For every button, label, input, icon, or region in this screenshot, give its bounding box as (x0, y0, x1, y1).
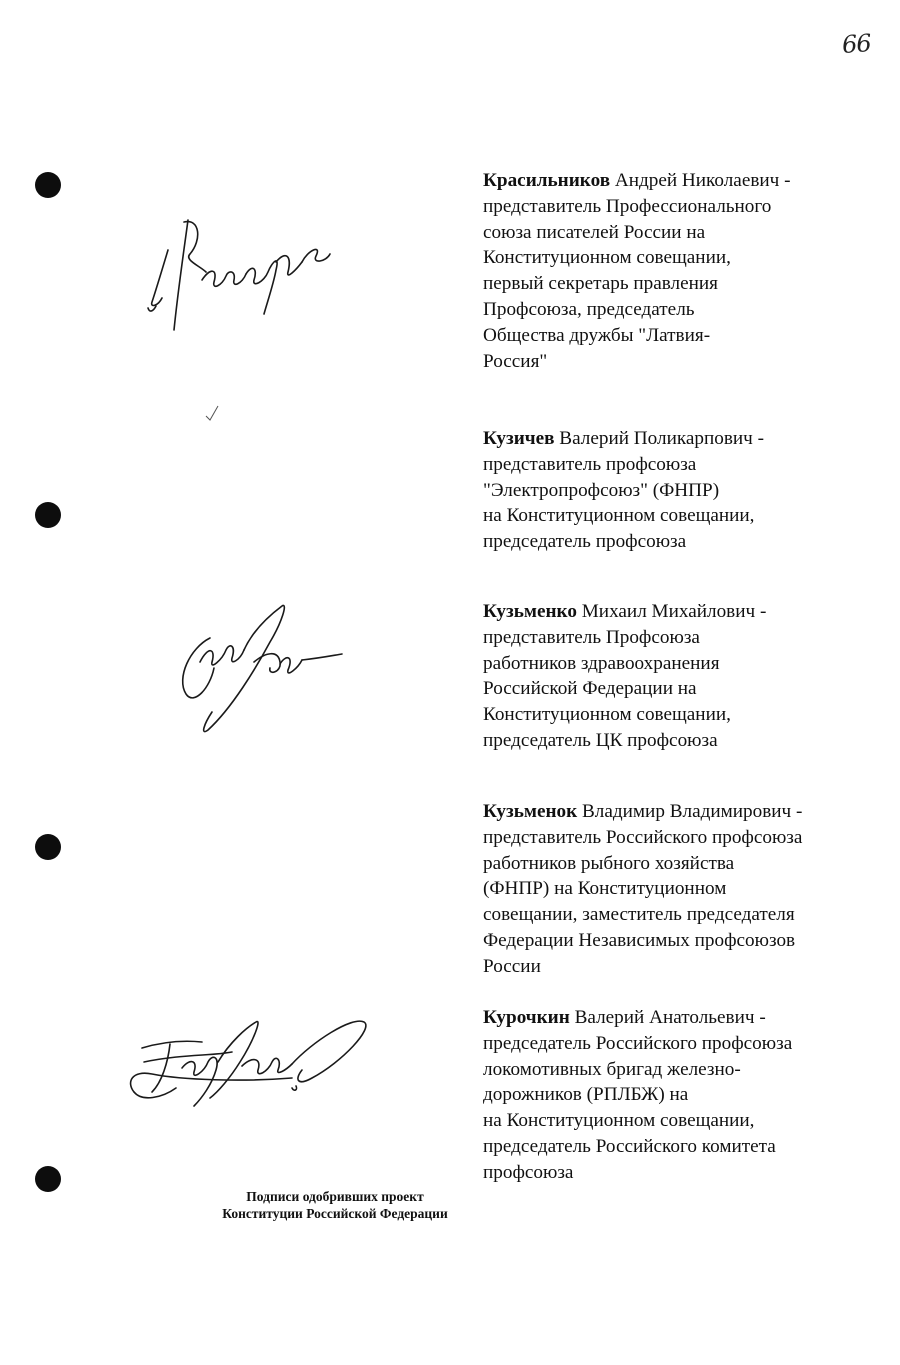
entry-line: совещании, заместитель председателя (483, 904, 795, 926)
entry-heading (483, 1005, 863, 1031)
entry-line: Конституционном совещании, (483, 704, 731, 726)
entry-line: председатель Российского профсоюза (483, 1032, 793, 1054)
entry-given-names: Валерий Анатольевич - (569, 1007, 766, 1028)
signature-kurochkin (122, 1012, 372, 1122)
entry-line: Профсоюза, председатель (483, 298, 695, 320)
entry-line: локомотивных бригад железно- (483, 1058, 741, 1080)
entry-line: Конституционном совещании, (483, 247, 731, 269)
entry-line: на Конституционном совещании, (483, 1110, 755, 1132)
entry-surname: Кузьменко (483, 601, 577, 622)
page-caption (185, 1188, 485, 1222)
page-number: 66 (841, 29, 872, 59)
signatory-entry-kuzichev (483, 426, 863, 555)
entry-line: Федерации Независимых профсоюзов (483, 929, 796, 951)
punch-hole (35, 834, 61, 860)
entry-surname: Красильников (483, 170, 611, 191)
entry-given-names: Валерий Поликарпович - (554, 428, 765, 449)
entry-given-names: Михаил Михайлович - (576, 601, 767, 622)
punch-hole (35, 1166, 61, 1192)
signature-kuzmenko (170, 598, 360, 738)
entry-line: представитель профсоюза (483, 453, 697, 475)
entry-surname: Курочкин (483, 1007, 570, 1028)
entry-line: Россия" (483, 350, 548, 372)
entry-line: председатель профсоюза (483, 531, 687, 553)
entry-surname: Кузичев (483, 428, 555, 449)
entry-surname: Кузьменок (483, 801, 578, 822)
entry-line: профсоюза (483, 1161, 574, 1183)
entry-line: дорожников (РПЛБЖ) на (483, 1084, 689, 1106)
entry-line: работников рыбного хозяйства (483, 852, 735, 874)
entry-given-names: Владимир Владимирович - (577, 801, 803, 822)
entry-line: (ФНПР) на Конституционном (483, 878, 727, 900)
signatory-entry-kuzmenko (483, 599, 863, 754)
check-mark-icon (204, 404, 224, 429)
punch-hole (35, 502, 61, 528)
signature-krasilnikov (140, 210, 340, 340)
entry-line: представитель Профессионального (483, 195, 772, 217)
entry-heading (483, 599, 863, 625)
entry-line: на Конституционном совещании, (483, 505, 755, 527)
entry-line: Российской Федерации на (483, 678, 697, 700)
entry-line: союза писателей России на (483, 221, 706, 243)
signatory-entry-kurochkin (483, 1005, 863, 1186)
entry-line: председатель Российского комитета (483, 1135, 776, 1157)
signatory-entry-krasilnikov (483, 168, 863, 374)
entry-line: работников здравоохранения (483, 652, 720, 674)
entry-line: представитель Российского профсоюза (483, 826, 803, 848)
entry-heading (483, 168, 863, 194)
entry-line: "Электропрофсоюз" (ФНПР) (483, 479, 720, 501)
entry-line: России (483, 955, 541, 977)
punch-hole (35, 172, 61, 198)
caption-line: Конституции Российской Федерации (222, 1206, 448, 1221)
entry-heading (483, 426, 863, 452)
entry-line: Общества дружбы "Латвия- (483, 324, 711, 346)
entry-line: председатель ЦК профсоюза (483, 729, 718, 751)
signatory-entry-kuzmenok (483, 799, 863, 980)
entry-heading (483, 799, 863, 825)
entry-given-names: Андрей Николаевич - (610, 170, 791, 191)
entry-line: представитель Профсоюза (483, 626, 700, 648)
caption-line: Подписи одобривших проект (246, 1189, 424, 1204)
entry-line: первый секретарь правления (483, 273, 719, 295)
